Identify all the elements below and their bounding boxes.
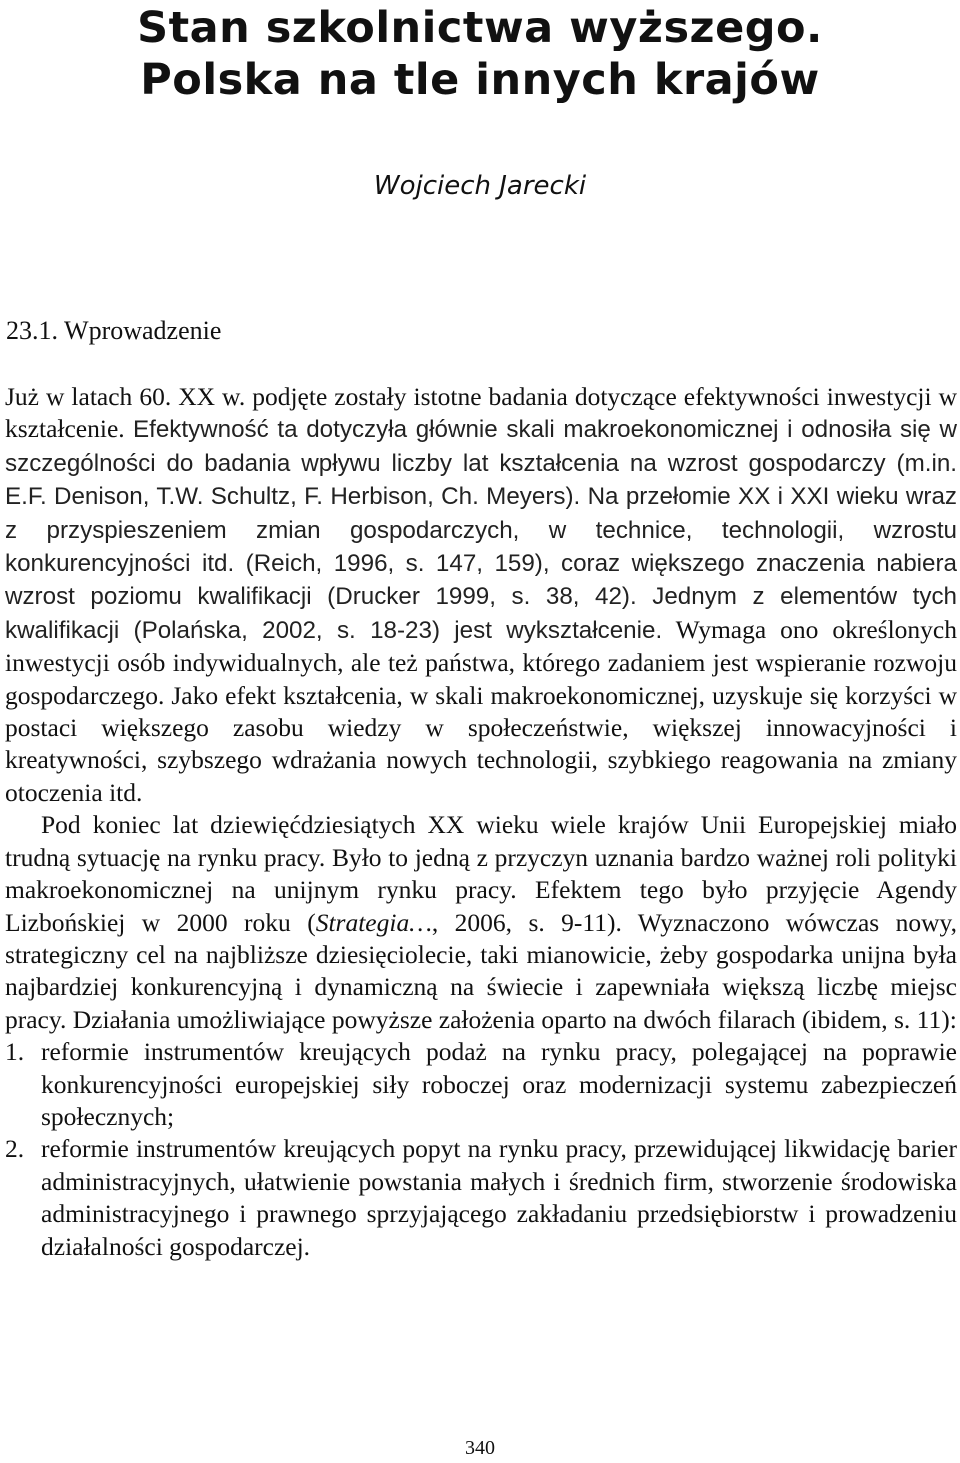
paragraph-2-italic: Strategia… <box>315 907 432 937</box>
paragraph-2 <box>5 809 957 1036</box>
title-line-1: Stan szkolnictwa wyższego. <box>137 3 823 53</box>
document-title <box>0 2 960 106</box>
list-item <box>5 1036 957 1133</box>
paragraph-2-part-2: , 2006, s. 9-11). Wyznaczono wówczas nowy, strategiczny cel na najbliższe dziesięciolecie, taki mianowicie, żeby gospodarka unijna była najbardziej konkurencyjną i dynamiczną na świecie i zapewniała większą liczbę miejsc pracy. Działania umożliwiające powyższe założenia oparto na dwóch filarach (ibidem, s. 11): <box>5 907 958 1034</box>
title-line-2: Polska na tle innych krajów <box>140 55 820 105</box>
paragraph-1-part-3: Wymaga ono określonych inwestycji osób indywidualnych, ale też państwa, którego zadaniem jest wspieranie rozwoju gospodarczego. Jako efekt kształcenia, w skali makroekonomicznej, uzyskuje się korzyści w postaci większego zasobu wiedzy w społeczeństwie, większej innowacyjności i kreatywności, szybszego wdrażania nowych technologii, szybkiego reagowania na zmiany otoczenia itd. <box>5 614 958 807</box>
pillars-list <box>5 1036 957 1263</box>
list-item-text: reformie instrumentów kreujących podaż na rynku pracy, polegającej na poprawie konkurencyjności europejskiej siły roboczej oraz modernizacji systemu zabezpieczeń społecznych; <box>41 1037 957 1131</box>
page-number: 340 <box>465 1437 495 1459</box>
paragraph-1-part-2: Efektywność ta dotyczyła głównie skali makroekonomicznej i odnosiła się w szczególności do badania wpływu liczby lat kształcenia na wzrost gospodarczy (m.in. E.F. Denison, T.W. Schultz, F. Herbison, Ch. Meyers). Na przełomie XX i XXI wieku wraz z przyspieszeniem zmian gospodarczych, w technice, technologii, wzrostu konkurencyjności itd. (Reich, 1996, s. 147, 159), coraz większego znaczenia nabiera wzrost poziomu kwalifikacji (Drucker 1999, s. 38, 42). Jednym z elementów tych kwalifikacji (Polańska, 2002, s. 18-23) jest wykształcenie. <box>5 416 958 644</box>
paragraph-1-part-1: Już w latach 60. XX w. podjęte zostały istotne badania dotyczące efektywności inwestycji w kształcenie. <box>5 382 957 444</box>
body-text <box>5 381 957 1263</box>
section-heading: 23.1. Wprowadzenie <box>6 316 222 345</box>
paragraph-1 <box>5 381 957 809</box>
author-name: Wojciech Jarecki <box>373 171 587 201</box>
list-item-number: 1. <box>5 1037 25 1067</box>
list-item-number: 2. <box>5 1134 25 1164</box>
list-item-text: reformie instrumentów kreujących popyt na rynku pracy, przewidującej likwidację barier administracyjnych, ułatwienie powstania małych i średnich firm, stworzenie środowiska administracyjnego i prawnego sprzyjającego zakładaniu przedsiębiorstw i prowadzeniu działalności gospodarczej. <box>41 1134 957 1261</box>
paragraph-2-part-1: Pod koniec lat dziewięćdziesiątych XX wieku wiele krajów Unii Europejskiej miało trudną sytuację na rynku pracy. Było to jedną z przyczyn uznania bardzo ważnej roli polityki makroekonomicznej na unijnym rynku pracy. Efektem tego było przyjęcie Agendy Lizbońskiej w 2000 roku ( <box>5 810 957 937</box>
list-item <box>5 1133 957 1263</box>
